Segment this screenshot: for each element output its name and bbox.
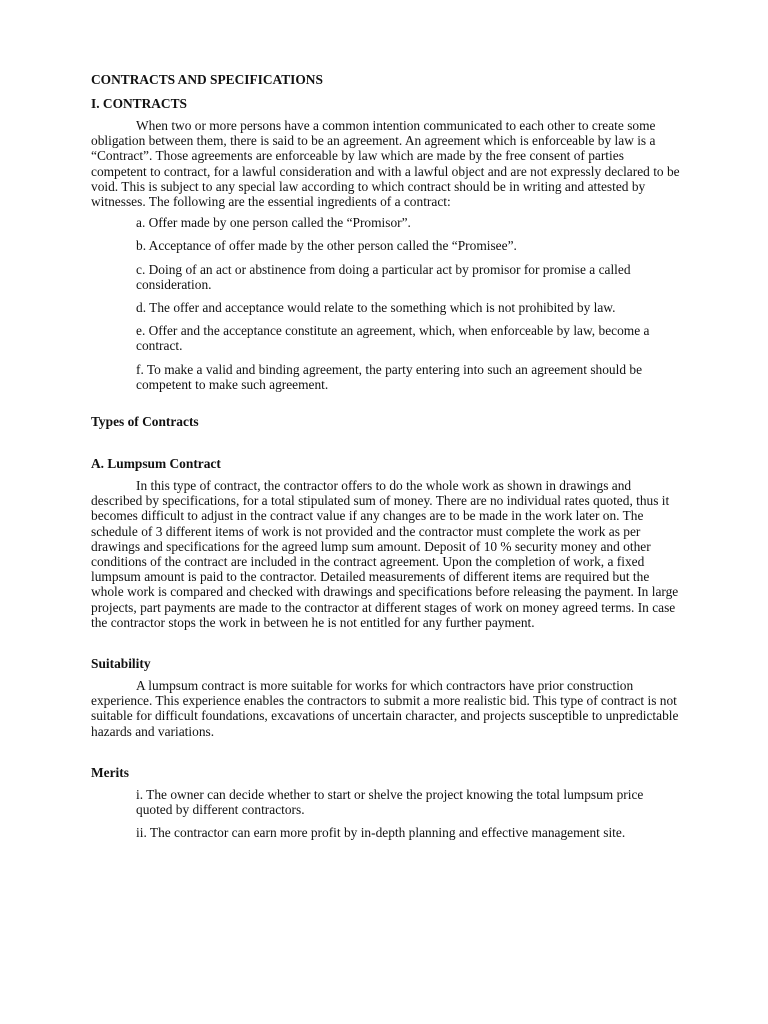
merits-heading: Merits — [91, 764, 129, 780]
ingredients-list — [91, 215, 681, 392]
intro-paragraph: When two or more persons have a common intention communicated to each other to create some obligation between them, there is said to be an agreement. An agreement which is enforceable by law is a “Contract”. Those agreements are enforceable by law which are made by the free consent of parties competent to contract, for a lawful consideration and with a lawful object and are not expressly declared to be void. This is subject to any special law according to which contract should be in writing and attested by witnesses. The following are the essential ingredients of a contract: — [91, 118, 680, 210]
list-item: ii. The contractor can earn more profit by in-depth planning and effective management site. — [136, 825, 626, 841]
suitability-heading: Suitability — [91, 656, 151, 672]
section-heading-contracts: I. CONTRACTS — [91, 96, 187, 111]
merits-list — [91, 787, 681, 841]
list-item: c. Doing of an act or abstinence from doing a particular act by promisor for promise a called consideration. — [136, 261, 631, 292]
types-heading: Types of Contracts — [91, 414, 199, 430]
list-item: i. The owner can decide whether to start or shelve the project knowing the total lumpsum price quoted by different contractors. — [136, 786, 644, 818]
list-item: f. To make a valid and binding agreement, the party entering into such an agreement should be competent to make such agreement. — [136, 361, 643, 392]
list-item: b. Acceptance of offer made by the other person called the “Promisee”. — [136, 238, 517, 254]
suitability-paragraph: A lumpsum contract is more suitable for works for which contractors have prior construction experience. This experience enables the contractors to submit a more realistic bid. This type of contract is not suitable for difficult foundations, excavations of uncertain character, and projects susceptible to unpredictable hazards and variations. — [91, 678, 679, 739]
document-page — [91, 72, 681, 849]
lumpsum-paragraph: In this type of contract, the contractor offers to do the whole work as shown in drawings and described by specifications, for a total stipulated sum of money. There are no individual rates quoted, thus it becomes difficult to adjust in the contract value if any changes are to be made in the work later on. The schedule of 3 different items of work is not provided and the contractor must complete the work as per drawings and specifications for the agreed lump sum amount. Deposit of 10 % security money and other conditions of the contract are included in the contract agreement. Upon the completion of work, a fixed lumpsum amount is paid to the contractor. Detailed measurements of different items are required but the whole work is compared and checked with drawings and specifications before releasing the payment. In large projects, part payments are made to the contractor at different stages of work on money agreed terms. In case the contractor stops the work in between he is not entitled for any further payment. — [91, 478, 679, 630]
list-item: e. Offer and the acceptance constitute an agreement, which, when enforceable by law, become a contract. — [136, 323, 650, 354]
document-title: CONTRACTS AND SPECIFICATIONS — [91, 72, 323, 87]
lumpsum-heading: A. Lumpsum Contract — [91, 456, 221, 472]
list-item: a. Offer made by one person called the “Promisor”. — [136, 215, 411, 231]
list-item: d. The offer and acceptance would relate to the something which is not prohibited by law. — [136, 300, 616, 316]
